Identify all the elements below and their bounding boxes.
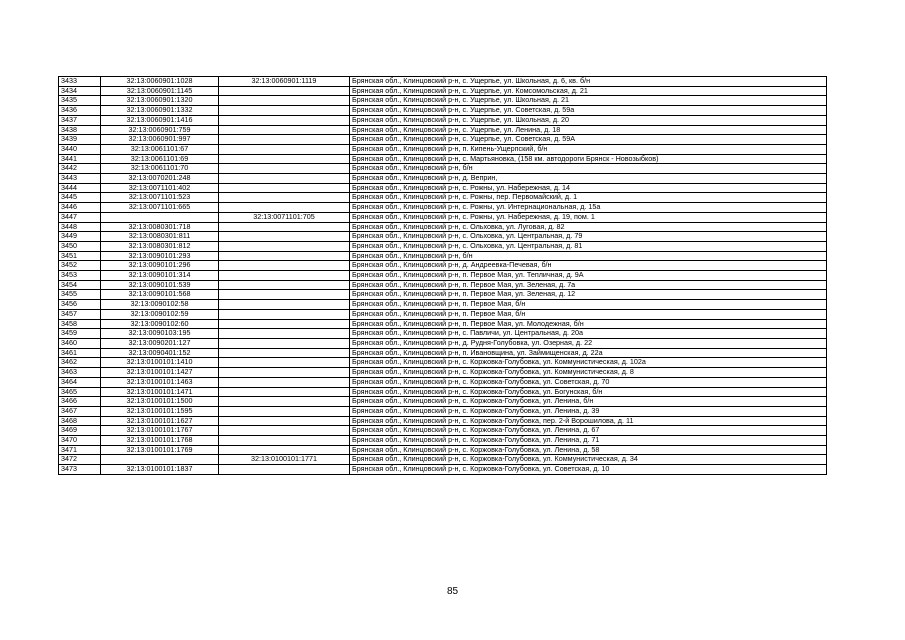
address-cell: Брянская обл., Клинцовский р-н, с. Ущерпье, ул. Комсомольская, д. 21 [350, 86, 827, 96]
address-cell: Брянская обл., Клинцовский р-н, с. Ольховка, ул. Луговая, д. 82 [350, 222, 827, 232]
cadastral-number-cell: 32:13:0100101:1837 [101, 465, 219, 475]
row-number-cell: 3459 [59, 329, 101, 339]
cadastral-number-cell: 32:13:0071101:402 [101, 183, 219, 193]
cadastral-number-alt-cell [219, 436, 350, 446]
table-row [59, 241, 827, 251]
row-number-cell: 3449 [59, 232, 101, 242]
table-row [59, 86, 827, 96]
address-cell: Брянская обл., Клинцовский р-н, п. Первое Мая, ул. Молодежная, б/н [350, 319, 827, 329]
table-row [59, 144, 827, 154]
cadastral-number-cell: 32:13:0060901:1145 [101, 86, 219, 96]
row-number-cell: 3444 [59, 183, 101, 193]
address-cell: Брянская обл., Клинцовский р-н, с. Ущерпье, ул. Ленина, д. 18 [350, 125, 827, 135]
row-number-cell: 3473 [59, 465, 101, 475]
cadastral-number-cell: 32:13:0080301:811 [101, 232, 219, 242]
cadastral-number-cell: 32:13:0100101:1769 [101, 445, 219, 455]
cadastral-number-alt-cell [219, 290, 350, 300]
cadastral-number-alt-cell [219, 465, 350, 475]
table-row [59, 309, 827, 319]
row-number-cell: 3457 [59, 309, 101, 319]
address-cell: Брянская обл., Клинцовский р-н, с. Коржовка-Голубовка, ул. Советская, д. 10 [350, 465, 827, 475]
table-row [59, 164, 827, 174]
cadastral-number-cell: 32:13:0090102:60 [101, 319, 219, 329]
address-cell: Брянская обл., Клинцовский р-н, б/н [350, 251, 827, 261]
cadastral-number-cell: 32:13:0090201:127 [101, 338, 219, 348]
address-cell: Брянская обл., Клинцовский р-н, с. Рожны, пер. Первомайский, д. 1 [350, 193, 827, 203]
cadastral-number-cell: 32:13:0061101:69 [101, 154, 219, 164]
address-cell: Брянская обл., Клинцовский р-н, п. Первое Мая, ул. Зеленая, д. 7а [350, 280, 827, 290]
cadastral-number-cell: 32:13:0090103:195 [101, 329, 219, 339]
cadastral-number-alt-cell [219, 135, 350, 145]
address-cell: Брянская обл., Клинцовский р-н, с. Коржовка-Голубовка, ул. Ленина, д. 67 [350, 426, 827, 436]
cadastral-number-alt-cell [219, 144, 350, 154]
table-row [59, 397, 827, 407]
table-row [59, 203, 827, 213]
table-row [59, 154, 827, 164]
cadastral-number-alt-cell [219, 251, 350, 261]
row-number-cell: 3467 [59, 406, 101, 416]
cadastral-number-cell: 32:13:0060901:1332 [101, 106, 219, 116]
table-row [59, 193, 827, 203]
row-number-cell: 3460 [59, 338, 101, 348]
row-number-cell: 3451 [59, 251, 101, 261]
table-row [59, 106, 827, 116]
row-number-cell: 3461 [59, 348, 101, 358]
address-cell: Брянская обл., Клинцовский р-н, с. Коржовка-Голубовка, ул. Ленина, д. 71 [350, 436, 827, 446]
table-row [59, 96, 827, 106]
row-number-cell: 3453 [59, 271, 101, 281]
cadastral-number-alt-cell [219, 319, 350, 329]
address-cell: Брянская обл., Клинцовский р-н, с. Ущерпье, ул. Советская, д. 59А [350, 135, 827, 145]
address-cell: Брянская обл., Клинцовский р-н, б/н [350, 164, 827, 174]
cadastral-number-alt-cell [219, 329, 350, 339]
row-number-cell: 3469 [59, 426, 101, 436]
address-cell: Брянская обл., Клинцовский р-н, п. Ивановщина, ул. Займищенская, д. 22а [350, 348, 827, 358]
address-cell: Брянская обл., Клинцовский р-н, с. Рожны, ул. Набережная, д. 14 [350, 183, 827, 193]
address-cell: Брянская обл., Клинцовский р-н, с. Коржовка-Голубовка, ул. Ленина, б/н [350, 397, 827, 407]
cadastral-number-alt-cell [219, 300, 350, 310]
address-cell: Брянская обл., Клинцовский р-н, д. Андреевка-Печевая, б/н [350, 261, 827, 271]
address-cell: Брянская обл., Клинцовский р-н, п. Первое Мая, ул. Тепличная, д. 9А [350, 271, 827, 281]
table-row [59, 115, 827, 125]
address-cell: Брянская обл., Клинцовский р-н, с. Коржовка-Голубовка, ул. Коммунистическая, д. 102а [350, 358, 827, 368]
cadastral-number-cell: 32:13:0061101:70 [101, 164, 219, 174]
row-number-cell: 3445 [59, 193, 101, 203]
address-cell: Брянская обл., Клинцовский р-н, с. Коржовка-Голубовка, ул. Ленина, д. 58 [350, 445, 827, 455]
address-cell: Брянская обл., Клинцовский р-н, с. Ущерпье, ул. Школьная, д. 6, кв. б/н [350, 77, 827, 87]
cadastral-number-alt-cell [219, 348, 350, 358]
table-row [59, 387, 827, 397]
row-number-cell: 3466 [59, 397, 101, 407]
cadastral-number-alt-cell [219, 241, 350, 251]
cadastral-number-alt-cell: 32:13:0060901:1119 [219, 77, 350, 87]
page-number: 85 [446, 586, 459, 597]
registry-table-body [59, 77, 827, 475]
cadastral-number-cell: 32:13:0100101:1410 [101, 358, 219, 368]
address-cell: Брянская обл., Клинцовский р-н, п. Первое Мая, б/н [350, 309, 827, 319]
cadastral-number-cell: 32:13:0100101:1595 [101, 406, 219, 416]
table-row [59, 368, 827, 378]
row-number-cell: 3440 [59, 144, 101, 154]
cadastral-number-alt-cell [219, 183, 350, 193]
cadastral-number-alt-cell [219, 154, 350, 164]
address-cell: Брянская обл., Клинцовский р-н, с. Ущерпье, ул. Советская, д. 59а [350, 106, 827, 116]
cadastral-number-cell: 32:13:0090101:293 [101, 251, 219, 261]
address-cell: Брянская обл., Клинцовский р-н, п. Первое Мая, ул. Зеленая, д. 12 [350, 290, 827, 300]
cadastral-number-cell: 32:13:0100101:1768 [101, 436, 219, 446]
table-row [59, 358, 827, 368]
cadastral-number-alt-cell [219, 125, 350, 135]
row-number-cell: 3441 [59, 154, 101, 164]
table-row [59, 465, 827, 475]
row-number-cell: 3463 [59, 368, 101, 378]
address-cell: Брянская обл., Клинцовский р-н, п. Первое Мая, б/н [350, 300, 827, 310]
cadastral-number-cell: 32:13:0090102:59 [101, 309, 219, 319]
table-row [59, 290, 827, 300]
address-cell: Брянская обл., Клинцовский р-н, с. Коржовка-Голубовка, ул. Богунская, б/н [350, 387, 827, 397]
row-number-cell: 3447 [59, 212, 101, 222]
cadastral-number-alt-cell [219, 271, 350, 281]
cadastral-number-cell: 32:13:0090101:568 [101, 290, 219, 300]
row-number-cell: 3468 [59, 416, 101, 426]
row-number-cell: 3442 [59, 164, 101, 174]
registry-table [58, 76, 827, 475]
row-number-cell: 3458 [59, 319, 101, 329]
address-cell: Брянская обл., Клинцовский р-н, с. Павличи, ул. Центральная, д. 20а [350, 329, 827, 339]
cadastral-number-alt-cell [219, 280, 350, 290]
row-number-cell: 3462 [59, 358, 101, 368]
row-number-cell: 3439 [59, 135, 101, 145]
cadastral-number-alt-cell [219, 174, 350, 184]
row-number-cell: 3437 [59, 115, 101, 125]
cadastral-number-cell: 32:13:0100101:1767 [101, 426, 219, 436]
cadastral-number-alt-cell [219, 338, 350, 348]
cadastral-number-alt-cell: 32:13:0071101:705 [219, 212, 350, 222]
cadastral-number-cell: 32:13:0090101:296 [101, 261, 219, 271]
row-number-cell: 3465 [59, 387, 101, 397]
table-row [59, 212, 827, 222]
cadastral-number-alt-cell [219, 406, 350, 416]
address-cell: Брянская обл., Клинцовский р-н, с. Коржовка-Голубовка, ул. Коммунистическая, д. 8 [350, 368, 827, 378]
address-cell: Брянская обл., Клинцовский р-н, с. Коржовка-Голубовка, пер. 2-й Ворошилова, д. 11 [350, 416, 827, 426]
cadastral-number-alt-cell [219, 164, 350, 174]
cadastral-number-cell: 32:13:0060901:1028 [101, 77, 219, 87]
cadastral-number-alt-cell [219, 426, 350, 436]
address-cell: Брянская обл., Клинцовский р-н, с. Мартьяновка, (158 км. автодороги Брянск - Новозыбков) [350, 154, 827, 164]
cadastral-number-cell: 32:13:0100101:1500 [101, 397, 219, 407]
table-row [59, 183, 827, 193]
table-row [59, 445, 827, 455]
row-number-cell: 3448 [59, 222, 101, 232]
cadastral-number-alt-cell [219, 106, 350, 116]
cadastral-number-alt-cell [219, 397, 350, 407]
cadastral-number-cell: 32:13:0080301:718 [101, 222, 219, 232]
row-number-cell: 3434 [59, 86, 101, 96]
address-cell: Брянская обл., Клинцовский р-н, д. Веприн, [350, 174, 827, 184]
cadastral-number-cell [101, 455, 219, 465]
row-number-cell: 3443 [59, 174, 101, 184]
row-number-cell: 3464 [59, 377, 101, 387]
row-number-cell: 3446 [59, 203, 101, 213]
cadastral-number-cell: 32:13:0061101:67 [101, 144, 219, 154]
table-row [59, 406, 827, 416]
cadastral-number-alt-cell [219, 193, 350, 203]
table-row [59, 377, 827, 387]
cadastral-number-alt-cell [219, 203, 350, 213]
row-number-cell: 3438 [59, 125, 101, 135]
cadastral-number-alt-cell [219, 368, 350, 378]
cadastral-number-cell: 32:13:0060901:759 [101, 125, 219, 135]
cadastral-number-cell: 32:13:0071101:523 [101, 193, 219, 203]
address-cell: Брянская обл., Клинцовский р-н, с. Коржовка-Голубовка, ул. Советская, д. 70 [350, 377, 827, 387]
row-number-cell: 3435 [59, 96, 101, 106]
cadastral-number-cell [101, 212, 219, 222]
row-number-cell: 3454 [59, 280, 101, 290]
table-row [59, 338, 827, 348]
cadastral-number-cell: 32:13:0060901:1416 [101, 115, 219, 125]
table-row [59, 426, 827, 436]
cadastral-number-alt-cell [219, 96, 350, 106]
table-row [59, 436, 827, 446]
table-row [59, 261, 827, 271]
row-number-cell: 3470 [59, 436, 101, 446]
row-number-cell: 3452 [59, 261, 101, 271]
table-row [59, 416, 827, 426]
row-number-cell: 3433 [59, 77, 101, 87]
cadastral-number-cell: 32:13:0060901:1320 [101, 96, 219, 106]
row-number-cell: 3472 [59, 455, 101, 465]
cadastral-number-cell: 32:13:0100101:1471 [101, 387, 219, 397]
cadastral-number-cell: 32:13:0080301:812 [101, 241, 219, 251]
table-row [59, 125, 827, 135]
cadastral-number-cell: 32:13:0060901:997 [101, 135, 219, 145]
cadastral-number-cell: 32:13:0090102:58 [101, 300, 219, 310]
cadastral-number-alt-cell: 32:13:0100101:1771 [219, 455, 350, 465]
cadastral-number-alt-cell [219, 232, 350, 242]
address-cell: Брянская обл., Клинцовский р-н, с. Ущерпье, ул. Школьная, д. 21 [350, 96, 827, 106]
row-number-cell: 3436 [59, 106, 101, 116]
cadastral-number-cell: 32:13:0090101:539 [101, 280, 219, 290]
cadastral-number-cell: 32:13:0100101:1427 [101, 368, 219, 378]
table-row [59, 135, 827, 145]
cadastral-number-cell: 32:13:0090101:314 [101, 271, 219, 281]
address-cell: Брянская обл., Клинцовский р-н, с. Коржовка-Голубовка, ул. Ленина, д. 39 [350, 406, 827, 416]
table-row [59, 280, 827, 290]
table-row [59, 174, 827, 184]
cadastral-number-alt-cell [219, 387, 350, 397]
cadastral-number-cell: 32:13:0100101:1627 [101, 416, 219, 426]
table-row [59, 329, 827, 339]
row-number-cell: 3455 [59, 290, 101, 300]
cadastral-number-alt-cell [219, 416, 350, 426]
cadastral-number-cell: 32:13:0071101:665 [101, 203, 219, 213]
cadastral-number-alt-cell [219, 222, 350, 232]
cadastral-number-alt-cell [219, 261, 350, 271]
table-row [59, 222, 827, 232]
address-cell: Брянская обл., Клинцовский р-н, д. Рудня-Голубовка, ул. Озерная, д. 22 [350, 338, 827, 348]
cadastral-number-alt-cell [219, 358, 350, 368]
row-number-cell: 3450 [59, 241, 101, 251]
address-cell: Брянская обл., Клинцовский р-н, с. Коржовка-Голубовка, ул. Коммунистическая, д. 34 [350, 455, 827, 465]
cadastral-number-cell: 32:13:0100101:1463 [101, 377, 219, 387]
address-cell: Брянская обл., Клинцовский р-н, с. Ущерпье, ул. Школьная, д. 20 [350, 115, 827, 125]
row-number-cell: 3471 [59, 445, 101, 455]
cadastral-number-alt-cell [219, 377, 350, 387]
table-row [59, 455, 827, 465]
cadastral-number-alt-cell [219, 445, 350, 455]
cadastral-number-cell: 32:13:0070201:248 [101, 174, 219, 184]
table-row [59, 232, 827, 242]
address-cell: Брянская обл., Клинцовский р-н, с. Ольховка, ул. Центральная, д. 81 [350, 241, 827, 251]
table-row [59, 251, 827, 261]
cadastral-number-alt-cell [219, 309, 350, 319]
table-row [59, 77, 827, 87]
table-row [59, 271, 827, 281]
table-row [59, 300, 827, 310]
address-cell: Брянская обл., Клинцовский р-н, с. Рожны, ул. Набережная, д. 19, пом. 1 [350, 212, 827, 222]
address-cell: Брянская обл., Клинцовский р-н, п. Кипень-Ущерпский, б/н [350, 144, 827, 154]
table-row [59, 348, 827, 358]
cadastral-number-alt-cell [219, 115, 350, 125]
row-number-cell: 3456 [59, 300, 101, 310]
cadastral-number-cell: 32:13:0090401:152 [101, 348, 219, 358]
table-row [59, 319, 827, 329]
address-cell: Брянская обл., Клинцовский р-н, с. Ольховка, ул. Центральная, д. 79 [350, 232, 827, 242]
cadastral-number-alt-cell [219, 86, 350, 96]
address-cell: Брянская обл., Клинцовский р-н, с. Рожны, ул. Интернациональная, д. 15а [350, 203, 827, 213]
